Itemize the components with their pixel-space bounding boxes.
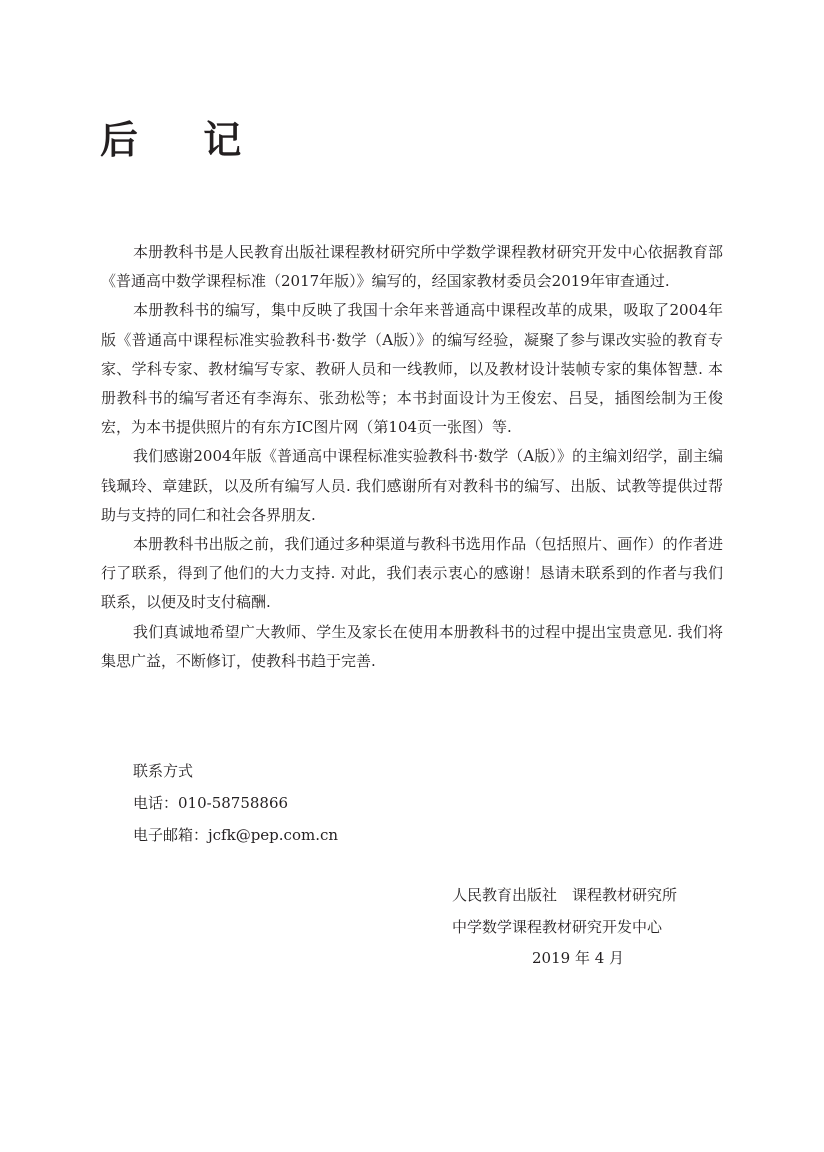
contact-email: 电子邮箱：jcfk@pep.com.cn bbox=[133, 826, 339, 844]
page-title: 后 记 bbox=[100, 118, 268, 163]
body-text bbox=[101, 238, 723, 676]
signature-block bbox=[452, 880, 702, 975]
paragraph-3: 我们感谢2004年版《普通高中课程标准实验教科书·数学（A版）》的主编刘绍学，副主编钱珮玲、章建跃，以及所有编写人员. 我们感谢所有对教科书的编写、出版、试教等提供过帮助与支持的同仁和社会各界朋友. bbox=[101, 447, 723, 524]
signature-publisher: 人民教育出版社 课程教材研究所 bbox=[452, 886, 678, 904]
contact-block bbox=[133, 755, 338, 851]
signature-date: 2019 年 4 月 bbox=[532, 949, 625, 967]
contact-heading: 联系方式 bbox=[133, 762, 194, 780]
paragraph-2: 本册教科书的编写，集中反映了我国十余年来普通高中课程改革的成果，吸取了2004年版《普通高中课程标准实验教科书·数学（A版）》的编写经验，凝聚了参与课改实验的教育专家、学科专家、教材编写专家、教研人员和一线教师，以及教材设计装帧专家的集体智慧. 本册教科书的编写者还有李海东、张劲松等；本书封面设计为王俊宏、吕旻，插图绘制为王俊宏，为本书提供照片的有东方IC图片网（第104页一张图）等. bbox=[101, 301, 723, 437]
contact-phone: 电话：010-58758866 bbox=[133, 794, 289, 812]
paragraph-5: 我们真诚地希望广大教师、学生及家长在使用本册教科书的过程中提出宝贵意见. 我们将集思广益，不断修订，使教科书趋于完善. bbox=[101, 622, 723, 670]
signature-center: 中学数学课程教材研究开发中心 bbox=[452, 917, 663, 936]
paragraph-4: 本册教科书出版之前，我们通过多种渠道与教科书选用作品（包括照片、画作）的作者进行了联系，得到了他们的大力支持. 对此，我们表示衷心的感谢！恳请未联系到的作者与我们联系，以便及时支付稿酬. bbox=[101, 535, 723, 612]
paragraph-1: 本册教科书是人民教育出版社课程教材研究所中学数学课程教材研究开发中心依据教育部《普通高中数学课程标准（2017年版）》编写的，经国家教材委员会2019年审查通过. bbox=[101, 243, 723, 291]
